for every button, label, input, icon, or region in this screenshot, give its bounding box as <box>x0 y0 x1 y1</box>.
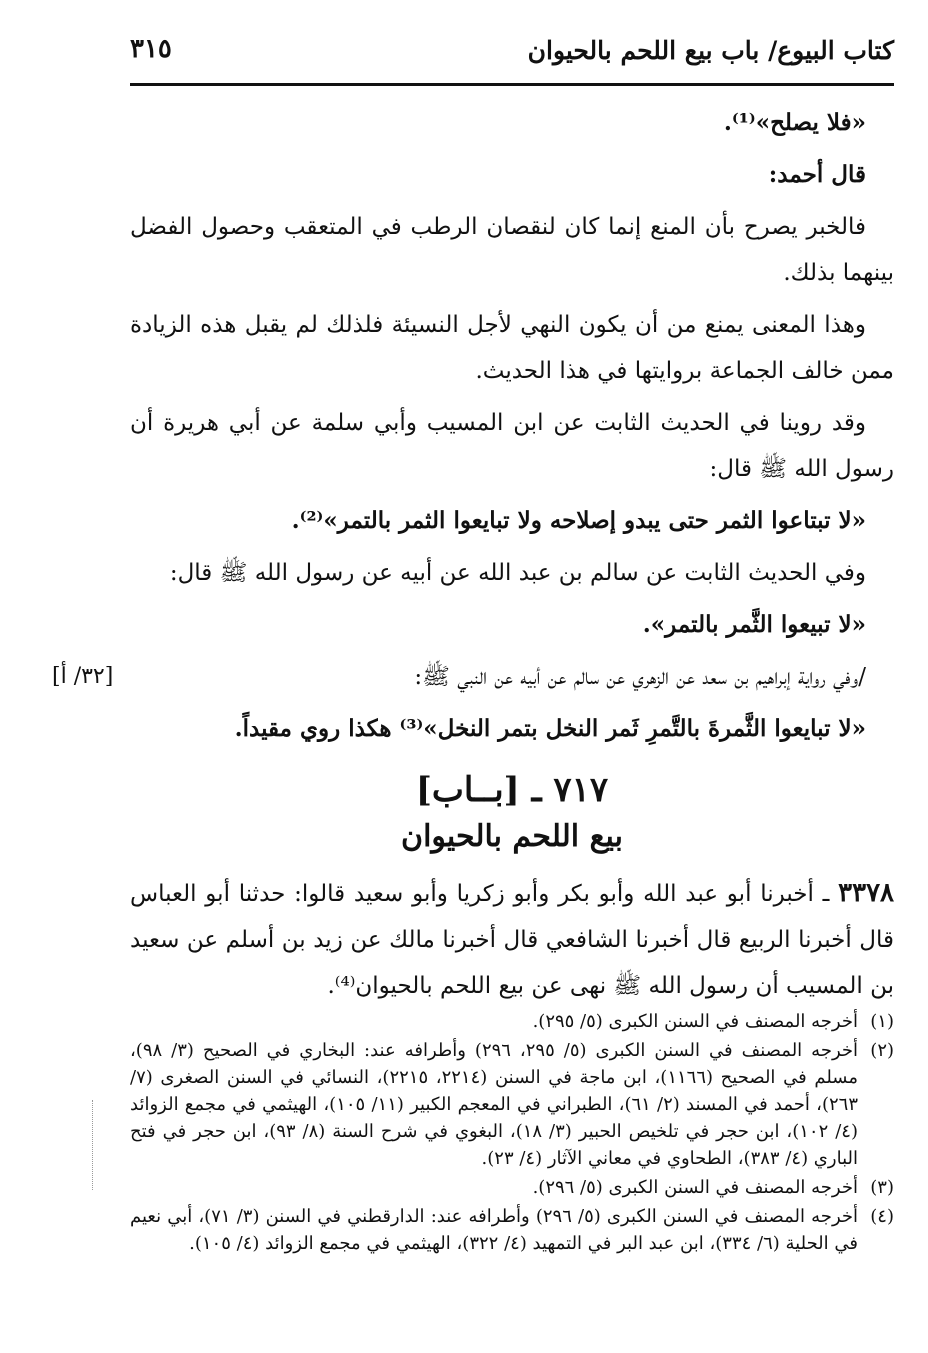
chapter-title: بيع اللحم بالحيوان <box>401 819 623 854</box>
paragraph-4: وهذا المعنى يمنع من أن يكون النهي لأجل النسيئة فلذلك لم يقبل هذه الزيادة ممن خالف الجماعة بروايتها في هذا الحديث. <box>130 312 894 384</box>
paragraph-8: «لا تبيعوا الثَّمر بالتمر». <box>642 611 866 638</box>
paragraph-5: وقد روينا في الحديث الثابت عن ابن المسيب وأبي سلمة عن أبي هريرة أن رسول الله ﷺ قال: <box>130 410 894 482</box>
hadith-text: ـ أخبرنا أبو عبد الله وأبو بكر وأبو زكريا وأبو سعيد قالوا: حدثنا أبو العباس قال أخبرنا الربيع قال أخبرنا الشافعي قال أخبرنا مالك عن زيد بن أسلم عن سعيد بن المسيب أن رسول الله ﷺ نهى عن بيع اللحم بالحيوان⁽⁴⁾. <box>130 881 894 999</box>
footnote-3 <box>130 1174 894 1201</box>
page-number: ٣١٥ <box>130 34 172 64</box>
scan-margin-mark <box>92 1100 94 1190</box>
chapter-number: ٧١٧ ـ [بــاب] <box>415 770 609 810</box>
footnote-number: (٢) <box>870 1040 895 1061</box>
paragraph-1: «فلا يصلح»⁽¹⁾. <box>723 109 866 136</box>
footnotes <box>130 1008 894 1259</box>
paragraph-10: «لا تبايعوا الثَّمرةَ بالتَّمرِ ثَمر النخل بتمر النخل»⁽³⁾ هكذا روي مقيداً. <box>234 715 866 742</box>
footnote-text: أخرجه المصنف في السنن الكبرى (٥/ ٢٩٥). <box>532 1011 858 1032</box>
footnote-1 <box>130 1008 894 1035</box>
running-title: كتاب البيوع/ باب بيع اللحم بالحيوان <box>527 36 894 65</box>
paragraph-3: فالخبر يصرح بأن المنع إنما كان لنقصان الرطب في المتعقب وحصول الفضل بينهما بذلك. <box>130 214 894 286</box>
paragraph-9: /وفي رواية إبراهيم بن سعد عن الزهري عن سالم عن أبيه عن النبي ﷺ: <box>414 664 866 690</box>
chapter-heading <box>130 766 894 860</box>
hadith-paragraph <box>130 870 894 1009</box>
paragraph-2: قال أحمد: <box>768 161 866 188</box>
footnote-text: أخرجه المصنف في السنن الكبرى (٥/ ٢٩٦). <box>532 1177 858 1198</box>
manuscript-folio-note: [٣٢/ أ] <box>52 664 114 689</box>
hadith-number: ٣٣٧٨ <box>838 878 894 908</box>
paragraph-7: وفي الحديث الثابت عن سالم بن عبد الله عن أبيه عن رسول الله ﷺ قال: <box>169 560 866 586</box>
footnote-4 <box>130 1203 894 1257</box>
header-divider <box>130 83 894 86</box>
paragraph-6: «لا تبتاعوا الثمر حتى يبدو إصلاحه ولا تبايعوا الثمر بالتمر»⁽²⁾. <box>291 507 866 534</box>
footnote-text: أخرجه المصنف في السنن الكبرى (٥/ ٢٩٥، ٢٩٦) وأطرافه عند: البخاري في الصحيح (٣/ ٩٨)، مسلم في الصحيح (١١٦٦)، ابن ماجة في السنن (٢٢١٤، ٢٢١٥)، النسائي في السنن الصغرى (٧/ ٢٦٣)، أحمد في المسند (٢/ ٦١)، الطبراني في المعجم الكبير (١١/ ١٠٥)، الهيثمي في مجمع الزوائد (٤/ ١٠٢)، ابن حجر في تلخيص الحبير (٣/ ١٨)، البغوي في شرح السنة (٨/ ٩٣)، ابن حجر في فتح الباري (٤/ ٣٨٣)، الطحاوي في معاني الآثار (٤/ ٢٣). <box>130 1040 859 1169</box>
footnote-2 <box>130 1037 894 1172</box>
footnote-number: (١) <box>870 1011 894 1032</box>
page-header <box>130 30 894 82</box>
paragraph-9-wrap <box>52 654 894 700</box>
footnote-number: (٣) <box>870 1177 894 1198</box>
main-text <box>52 100 894 1009</box>
footnote-number: (٤) <box>870 1206 894 1227</box>
footnote-text: أخرجه المصنف في السنن الكبرى (٥/ ٢٩٦) وأطرافه عند: الدارقطني في السنن (٣/ ٧١)، أبي نعيم في الحلية (٦/ ٣٣٤)، ابن عبد البر في التمهيد (٤/ ٣٢٢)، الهيثمي في مجمع الزوائد (٤/ ١٠٥). <box>130 1206 858 1254</box>
